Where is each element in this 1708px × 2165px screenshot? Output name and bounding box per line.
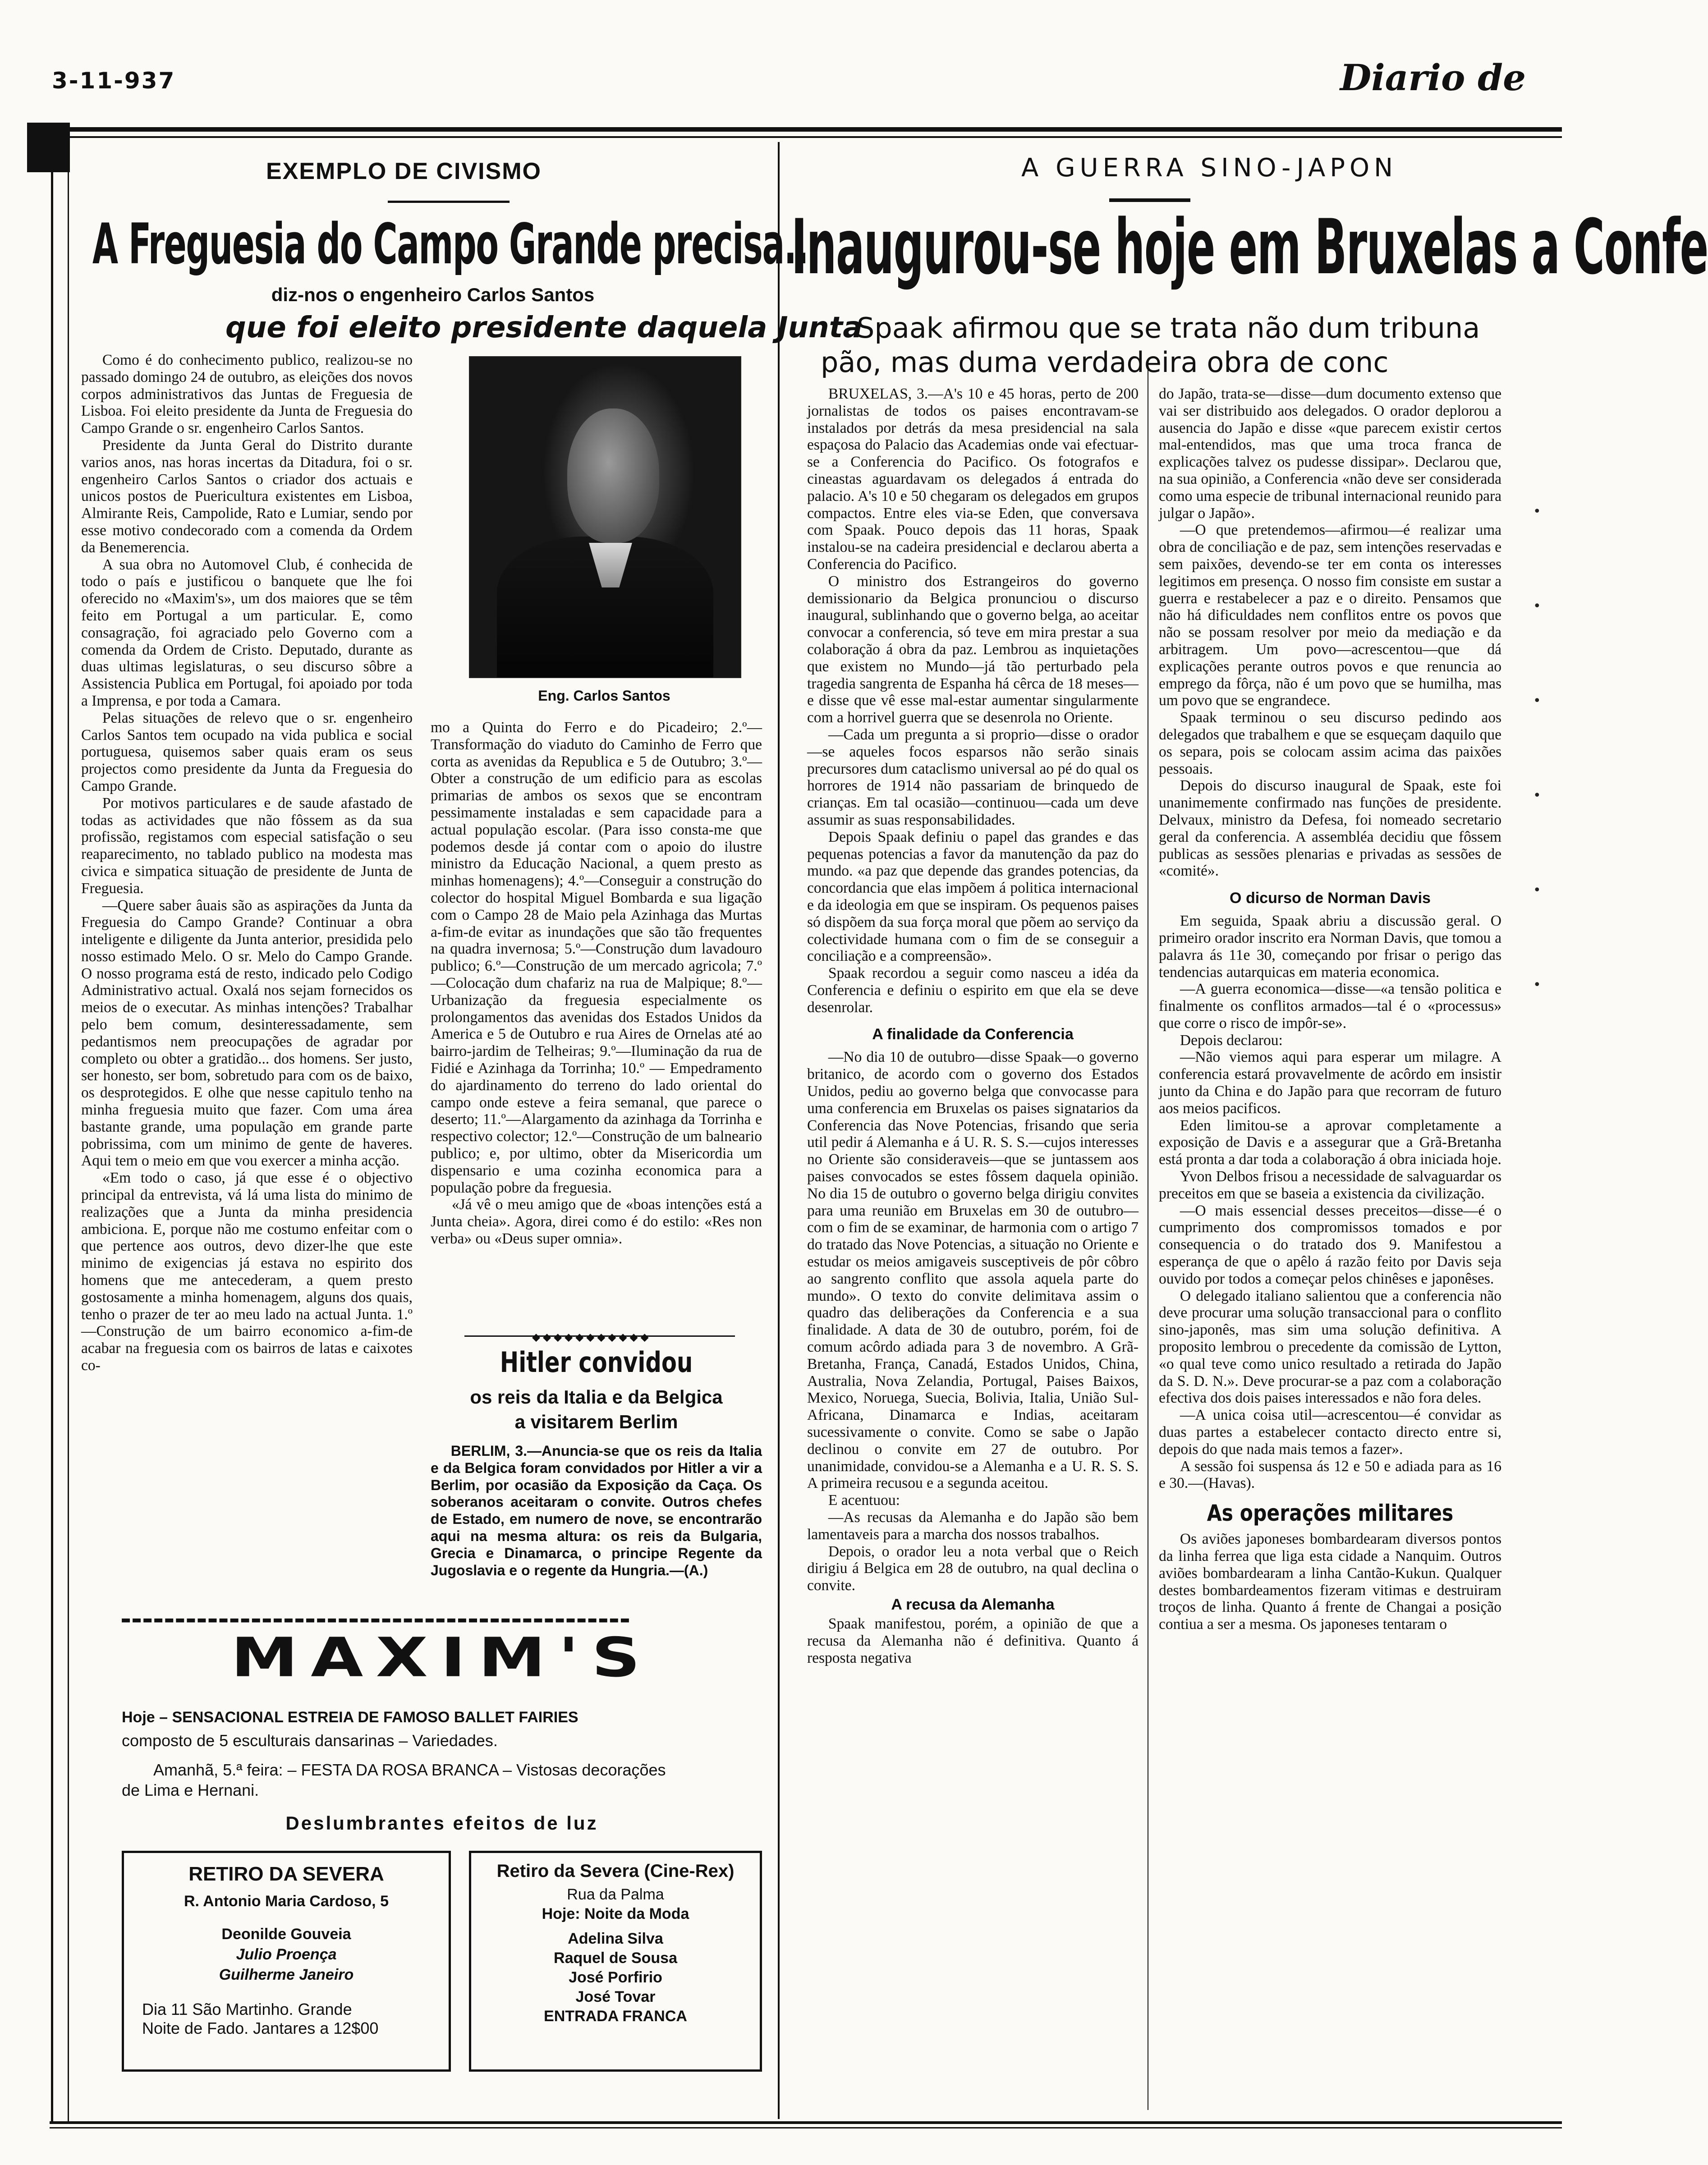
photo-face [567,408,659,543]
paragraph: Em seguida, Spaak abriu a discussão geral. O primeiro orador inscrito era Norman Davis, que tomou a palavra ás 11e 30, começando por frisar o perigo das tendencias autarquicas em materia economica. [1159,913,1501,981]
paragraph: —Cada um pregunta a si proprio—disse o orador—se aqueles focos esparsos não serão sinais precursores dum cataclismo universal ao pé do qual os horrores de 1914 não passariam de brinquedo de crianças. Em tal ocasião—continuou—cada um deve assumir as suas responsabilidades. [807,726,1139,828]
paragraph: Pelas situações de relevo que o sr. engenheiro Carlos Santos tem ocupado na vida publica e social portuguesa, quisemos saber quais eram os seus projectos como presidente da Junta da Freguesia do Campo Grande. [81,709,413,794]
paragraph: do Japão, trata-se—disse—dum documento extenso que vai ser distribuido aos delegados. O orador deplorou a ausencia do Japão e disse «que parecem existir certos mal-entendidos, mas que uma troca franca de explicações talvez os pudesse dissipar». Declarou que, na sua opinião, a Conferencia «não deve ser considerada como uma especie de tribunal internacional reunido para julgar o Japão». [1159,385,1501,522]
paragraph: Presidente da Junta Geral do Distrito durante varios anos, nas horas incertas da Ditadura, foi o sr. engenheiro Carlos Santos o criador dos actuais e unicos postos de Puericultura existentes em Lisboa, Almirante Reis, Campolide, Rato e Lumiar, sendo por esse motivo condecorado com a comenda da Ordem da Benemerencia. [81,436,413,556]
cinerex-line: Adelina Silva [568,1930,663,1947]
paragraph: Depois declarou: [1180,1032,1283,1049]
paragraph: Como é do conhecimento publico, realizou-se no passado domingo 24 de outubro, as eleições dos novos corpos administrativos das Juntas de Freguesia de Lisboa. Foi eleito presidente da Junta de Freguesia do Campo Grande o sr. engenheiro Carlos Santos. [81,352,413,437]
ad-line-5: Deslumbrantes efeitos de luz [285,1812,598,1834]
portrait-photo [469,356,741,678]
ad-top-border: ▬▬▬▬▬▬▬▬▬▬▬▬▬▬▬▬▬▬▬▬▬▬▬▬▬▬▬▬▬▬▬▬▬▬▬▬▬▬▬▬▬▬▬▬▬▬▬ [122,1612,632,1628]
paragraph: A sua obra no Automovel Club, é conhecida de todo o país e justificou o banquete que lhe foi oferecido no «Maxim's», um dos maiores que se têm feito em Portugal a um particular. E, como consagração, foi agraciado pelo Governo com a comenda da Ordem de Cristo. Deputado, durante as duas ultimas legislaturas, o seu discurso sôbre a Assistencia Publica em Portugal, foi apoiado por toda a Imprensa, e por toda a Camara. [81,556,413,709]
paragraph: —Não viemos aqui para esperar um milagre. A conferencia estará provavelmente de acôrdo em insistir junto da China e do Japão para que recorram de futuro aos meios pacificos. [1159,1049,1501,1117]
left-article-col-2 [431,719,762,1326]
hitler-subhead-1: os reis da Italia e da Belgica [470,1386,723,1408]
severa-artist: Guilherme Janeiro [219,1966,354,1983]
section-divider [778,142,780,2119]
subhead-norman-davis: O dicurso de Norman Davis [1230,890,1431,907]
ad-line-4: de Lima e Hernani. [122,1781,259,1799]
cinerex-line: José Porfirio [569,1969,662,1986]
paragraph: mo a Quinta do Ferro e do Picadeiro; 2.º—Transformação do viaduto do Caminho de Ferro que corta as avenidas da Republica e 5 de Outubro; 3.º—Obter a construção de um edificio para as escolas primarias de ambos os sexos que se encontram pessimamente instaladas e sem capacidade para a actual população escolar. (Para isso consta-me que podemos desde já contar com o apoio do ilustre ministro da Educação Nacional, a quem presto as minhas homenagens); 4.º—Conseguir a construção do colector do hospital Miguel Bombarda e sua ligação com o Campo 28 de Maio pela Azinhaga das Murtas a-fim-de evitar as inundações que são tão frequentes na quadra invernosa; 5.º—Construção dum lavadouro publico; 6.º—Construção de um mercado agricola; 7.º—Colocação dum chafariz na rua de Malpique; 8.º—Urbanização da freguesia especialmente os prolongamentos das avenidas dos Estados Unidos da America e 5 de Outubro e rua Aires de Ornelas até ao bairro-jardim de Telheiras; 9.º—Iluminação da rua de Fidié e Azinhaga da Torrinha; 10.º — Empedramento do ajardinamento do terreno do lado oriental do campo onde esteve a feira semanal, que parece o deserto; 11.º—Alargamento da azinhaga da Torrinha e respectivo colector; 12.º—Construção de um balneario publico; e, por ultimo, obter da Misericordia um dispensario e uma cozinha economica para a população pobre da freguesia. [431,719,762,1196]
right-deck-2: pão, mas duma verdadeira obra de conc [821,346,1389,379]
left-headline: A Freguesia do Campo Grande precisa... [92,212,820,277]
paragraph: «Já vê o meu amigo que de «boas intenções está a Junta cheia». Agora, direi como é do estilo: «Res non verba» ou «Deus super omnia». [431,1196,762,1247]
paragraph: Depois Spaak definiu o papel das grandes e das pequenas potencias a favor da manutenção da paz do mundo. «a paz que depende das grandes potencias, da concordancia que elas impõem á politica internacional e da ideologia em que se inspiram. Os pequenos paises só dispõem da sua força moral que põem ao serviço da colectividade humana com o fim de se conseguir a conciliação e a compreensão». [807,828,1139,965]
severa-ad-box [122,1851,451,2072]
paragraph: Eden limitou-se a aprovar completamente a exposição de Davis e a assegurar que a Grã-Bretanha está pronta a dar toda a colaboração á obra iniciada hoje. [1159,1117,1501,1168]
page-date: 3-11-937 [52,68,176,94]
bottom-rule [50,2121,1562,2124]
ornament-dots: ◆◆◆◆◆◆◆◆◆◆◆ [532,1329,652,1345]
subhead-finalidade: A finalidade da Conferencia [872,1026,1074,1043]
bottom-rule-2 [50,2127,1562,2128]
right-article-col-1 [807,385,1139,2115]
photo-caption: Eng. Carlos Santos [538,688,670,704]
paragraph: —A guerra economica—disse—«a tensão politica e finalmente os conflitos armados—tal é o «processus» que corre o risco de impôr-se». [1159,981,1501,1032]
left-margin-rule-2 [68,171,69,2124]
kicker-underline-right [1109,198,1190,202]
paragraph: —Quere saber âuais são as aspirações da Junta da Freguesia do Campo Grande? Continuar a obra inteligente e diligente da Junta anterior, presidida pelo nosso estimado Melo. O sr. Melo do Campo Grande. O nosso programa está de resto, indicado pelo Codigo Administrativo actual. Oxalá nos sejam fornecidos os meios de o executar. As minhas intenções? Trabalhar pelo bem comum, desinteressadamente, sem pedantismos nem preocupações de agradar por completo ou obter a gratidão... dos homens. Ser justo, ser honesto, ser bom, sobretudo para com os de baixo, os desprotegidos. E olhe que nesse capitulo tenho na minha freguesia muito que fazer. Com uma área bastante grande, uma população em grande parte pobrissima, com um minimo de gente de haveres. Aqui tem o meio em que vou exercer a minha acção. [81,897,413,1170]
paragraph: Spaak manifestou, porém, a opinião de que a recusa da Alemanha não é definitiva. Quanto á resposta negativa [807,1615,1139,1666]
maxims-logo: MAXIM'S [230,1626,653,1689]
severa-artist: Deonilde Gouveia [221,1926,351,1943]
right-edge-marks: • • • • • • [1533,504,1541,993]
paragraph: BERLIM, 3.—Anuncia-se que os reis da Italia e da Belgica foram convidados por Hitler a vir a Berlim, por ocasião da Exposição da Caça. Os soberanos aceitaram o convite. Outros chefes de Estado, em numero de nove, se encontrarão aqui na mesma altura: os reis da Bulgaria, Grecia e Dinamarca, o principe Regente da Jugoslavia e o regente da Hungria.—(A.) [431,1443,762,1578]
hitler-headline: Hitler convidou [500,1346,693,1379]
paragraph: —O que pretendemos—afirmou—é realizar uma obra de conciliação e de paz, sem intenções reservadas e sem paixões, devendo-se ter em conta os interesses legitimos em presença. O nosso fim consiste em sustar a guerra e restabelecer a paz e o direito. Pensamos que não há dificuldades nem conflitos entre os povos que não se possam resolver por meio da mediação e da arbitragem. Um povo—acrescentou—que dá explicações perante outros povos e que renuncia ao emprego da fôrça, não é um povo que se humilha, mas um povo que se engrandece. [1159,522,1501,709]
top-rule-thick [50,127,1562,132]
left-article-col-1 [81,352,413,1610]
cinerex-title: Retiro da Severa (Cine-Rex) [496,1861,735,1881]
cinerex-line: ENTRADA FRANCA [544,2008,687,2025]
subhead-recusa: A recusa da Alemanha [891,1596,1055,1613]
severa-title: RETIRO DA SEVERA [188,1863,384,1885]
hitler-subhead-2: a visitarem Berlim [514,1411,678,1432]
paragraph: «Em todo o caso, já que esse é o objectivo principal da entrevista, vá lá uma lista do minimo de realizações que a Junta da minha presidencia ambiciona. E, porque não me costumo enfeitar com o que pertence aos outros, devo dizer-lhe que este minimo de exigencias já estava no espirito dos homens que me antecederam, a quem presto gostosamente a minha homenagem, alguns dos quais, tenho o prazer de ter ao meu lado na actual Junta. 1.º—Construção de um bairro economico a-fim-de acabar na freguesia com os bairros de latas e caixotes co- [81,1170,413,1374]
kicker-underline [388,201,510,203]
paragraph: —A unica coisa util—acrescentou—é convidar as duas partes a estabelecer contacto directo entre si, depois do que nada mais temos a fazer». [1159,1407,1501,1458]
paragraph: Depois, o orador leu a nota verbal que o Reich dirigiu á Belgica em 28 de outubro, na qual declina o convite. [807,1543,1139,1594]
paragraph: E acentuou: [828,1492,900,1509]
paragraph: A sessão foi suspensa ás 12 e 50 e adiada para as 16 e 30.—(Havas). [1159,1458,1501,1492]
paragraph: —As recusas da Alemanha e do Japão são bem lamentaveis para a marcha dos nossos trabalhos. [807,1509,1139,1543]
kicker-guerra: A GUERRA SINO-JAPON [1021,153,1398,183]
paragraph: Depois do discurso inaugural de Spaak, este foi unanimemente confirmado nas funções de presidente. Delvaux, ministro da Defesa, foi nomeado secretario geral da conferencia. A assembléa decidiu que fôssem publicas as sessões plenarias e privadas as sessões de «comité». [1159,777,1501,880]
right-deck-1: Spaak afirmou que se trata não dum tribuna [857,312,1480,344]
left-subhead-1: diz-nos o engenheiro Carlos Santos [271,284,595,305]
severa-footer-1: Dia 11 São Martinho. Grande [142,2000,352,2018]
kicker-civismo: EXEMPLO DE CIVISMO [266,158,542,184]
right-headline: Inaugurou-se hoje em Bruxelas a Confe [791,203,1708,291]
cinerex-line: Raquel de Sousa [554,1949,677,1967]
left-subhead-2: que foi eleito presidente daquela Junta [225,311,863,344]
severa-address: R. Antonio Maria Cardoso, 5 [184,1893,389,1910]
hitler-body [431,1443,762,1587]
ad-line-1: Hoje – SENSACIONAL ESTREIA DE FAMOSO BALLET FAIRIES [122,1709,579,1726]
cinerex-line: José Tovar [575,1988,656,2005]
paragraph: Yvon Delbos frisou a necessidade de salvaguardar os preceitos em que se baseia a existencia da civilização. [1159,1168,1501,1202]
paragraph: Spaak terminou o seu discurso pedindo aos delegados que trabalhem e que se esqueçam daquilo que os separa, pois se colocam assim acima das paixões pessoais. [1159,709,1501,777]
severa-cinerex-ad-box [469,1851,762,2072]
top-rule-thin [50,136,1562,138]
cinerex-line: Rua da Palma [567,1886,664,1903]
cinerex-line: Hoje: Noite da Moda [542,1905,689,1922]
masthead-title: Diario de [1340,56,1526,99]
ad-line-3: Amanhã, 5.ª feira: – FESTA DA ROSA BRANCA – Vistosas decorações [153,1761,666,1779]
ad-line-2: composto de 5 esculturais dansarinas – Variedades. [122,1731,498,1750]
paragraph: Os aviões japoneses bombardearam diversos pontos da linha ferrea que liga esta cidade a Nanquim. Outros aviões bombardearam a linha Cantão-Kukun. Qualquer destes bombardeamentos fizeram vitimas e destruiram troços de linha. Quanto á frente de Changai a posição contiua a ser a mesma. Os japoneses tentaram o [1159,1531,1501,1633]
severa-artist: Julio Proença [236,1946,337,1963]
heading-operacoes-militares: As operações militares [1207,1500,1454,1527]
corner-block [27,123,70,172]
paragraph: BRUXELAS, 3.—A's 10 e 45 horas, perto de 200 jornalistas de todos os paises encontravam-se instalados por detrás da mesa presidencial na sala espaçosa do Palacio das Academias onde vai efectuar-se a Conferencia do Pacifico. Os fotografos e cineastas aguardavam os delegados á entrada do palacio. A's 10 e 50 chegaram os delegados em grupos compactos. Entre eles via-se Eden, que conversava com Spaak. Pouco depois das 11 horas, Spaak instalou-se na cadeira presidencial e declarou aberta a Conferencia do Pacifico. [807,385,1139,573]
right-article-col-2 [1159,385,1501,2115]
paragraph: O delegado italiano salientou que a conferencia não deve procurar uma solução transaccional para o conflito sino-japonês, mas sim uma solução definitiva. A proposito lembrou o precedente da comissão de Lytton, «o qual teve como unico resultado a retirada do Japão da S. D. N.». Deve procurar-se a paz com a colaboração efectiva dos dois paises interessados e não fora deles. [1159,1287,1501,1407]
paragraph: Spaak recordou a seguir como nasceu a idéa da Conferencia e definiu o espirito em que ela se deve desenrolar. [807,965,1139,1016]
paragraph: O ministro dos Estrangeiros do governo demissionario da Belgica pronunciou o discurso inaugural, sublinhando que o governo belga, ao aceitar convocar a conferencia, só teve em mira prestar a sua colaboração á obra da paz. Lembrou as inquietações que existem no Mundo—já tão perturbado pela tragedia sangrenta de Espanha há cêrca de 18 meses—e disse que vê esse mal-estar aumentar singularmente com a horrivel guerra que se desenrola no Oriente. [807,573,1139,726]
severa-footer-2: Noite de Fado. Jantares a 12$00 [142,2019,379,2037]
left-margin-rule [51,171,53,2124]
paragraph: Por motivos particulares e de saude afastado de todas as actividades que não fôssem as da sua profissão, registamos com especial satisfação o seu reaparecimento, no tablado publico na modesta mas civica e simpatica situação de presidente de Junta de Freguesia. [81,794,413,897]
paragraph: —No dia 10 de outubro—disse Spaak—o governo britanico, de acordo com o governo dos Estados Unidos, pediu ao governo belga que convocasse para uma conferencia em Bruxelas os paises signatarios da Conferencia das Nove Potencias, frisando que seria util pedir á Alemanha e á U. R. S. S.—cujos interesses no Oriente são consideraveis—que se juntassem aos paises convocados se estes fôssem daquela opinião. No dia 15 de outubro o governo belga dirigiu convites para uma reunião em Bruxelas em 30 de outubro—com o fim de se examinar, de harmonia com o artigo 7 do tratado das Nove Potencias, a situação no Oriente e estudar os meios amigaveis susceptiveis de pôr côbro ao sangrento conflito que assola aquela parte do mundo». O texto do convite delimitava assim o quadro das deliberações da Conferencia e a sua finalidade. A data de 30 de outubro, porém, foi de comum acôrdo adiada para 3 de novembro. A Grã-Bretanha, França, Canadá, Estados Unidos, China, Australia, Nova Zelandia, Portugal, Paises Baixos, Mexico, Noruega, Suecia, Bolivia, Italia, União Sul-Africana, Dinamarca e Indias, aceitaram sucessivamente o convite. Como se sabe o Japão declinou o convite em 27 de outubro. Por unanimidade, convidou-se a Alemanha e a U. R. S. S. A primeira recusou e a segunda aceitou. [807,1049,1139,1492]
paragraph: —O mais essencial desses preceitos—disse—é o cumprimento dos compromissos tomados e por consequencia o do tratado dos 9. Manifestou a esperança de que o apêlo á razão feito por Davis seja ouvido por todos a começar pelos chinêses e japonêses. [1159,1202,1501,1287]
